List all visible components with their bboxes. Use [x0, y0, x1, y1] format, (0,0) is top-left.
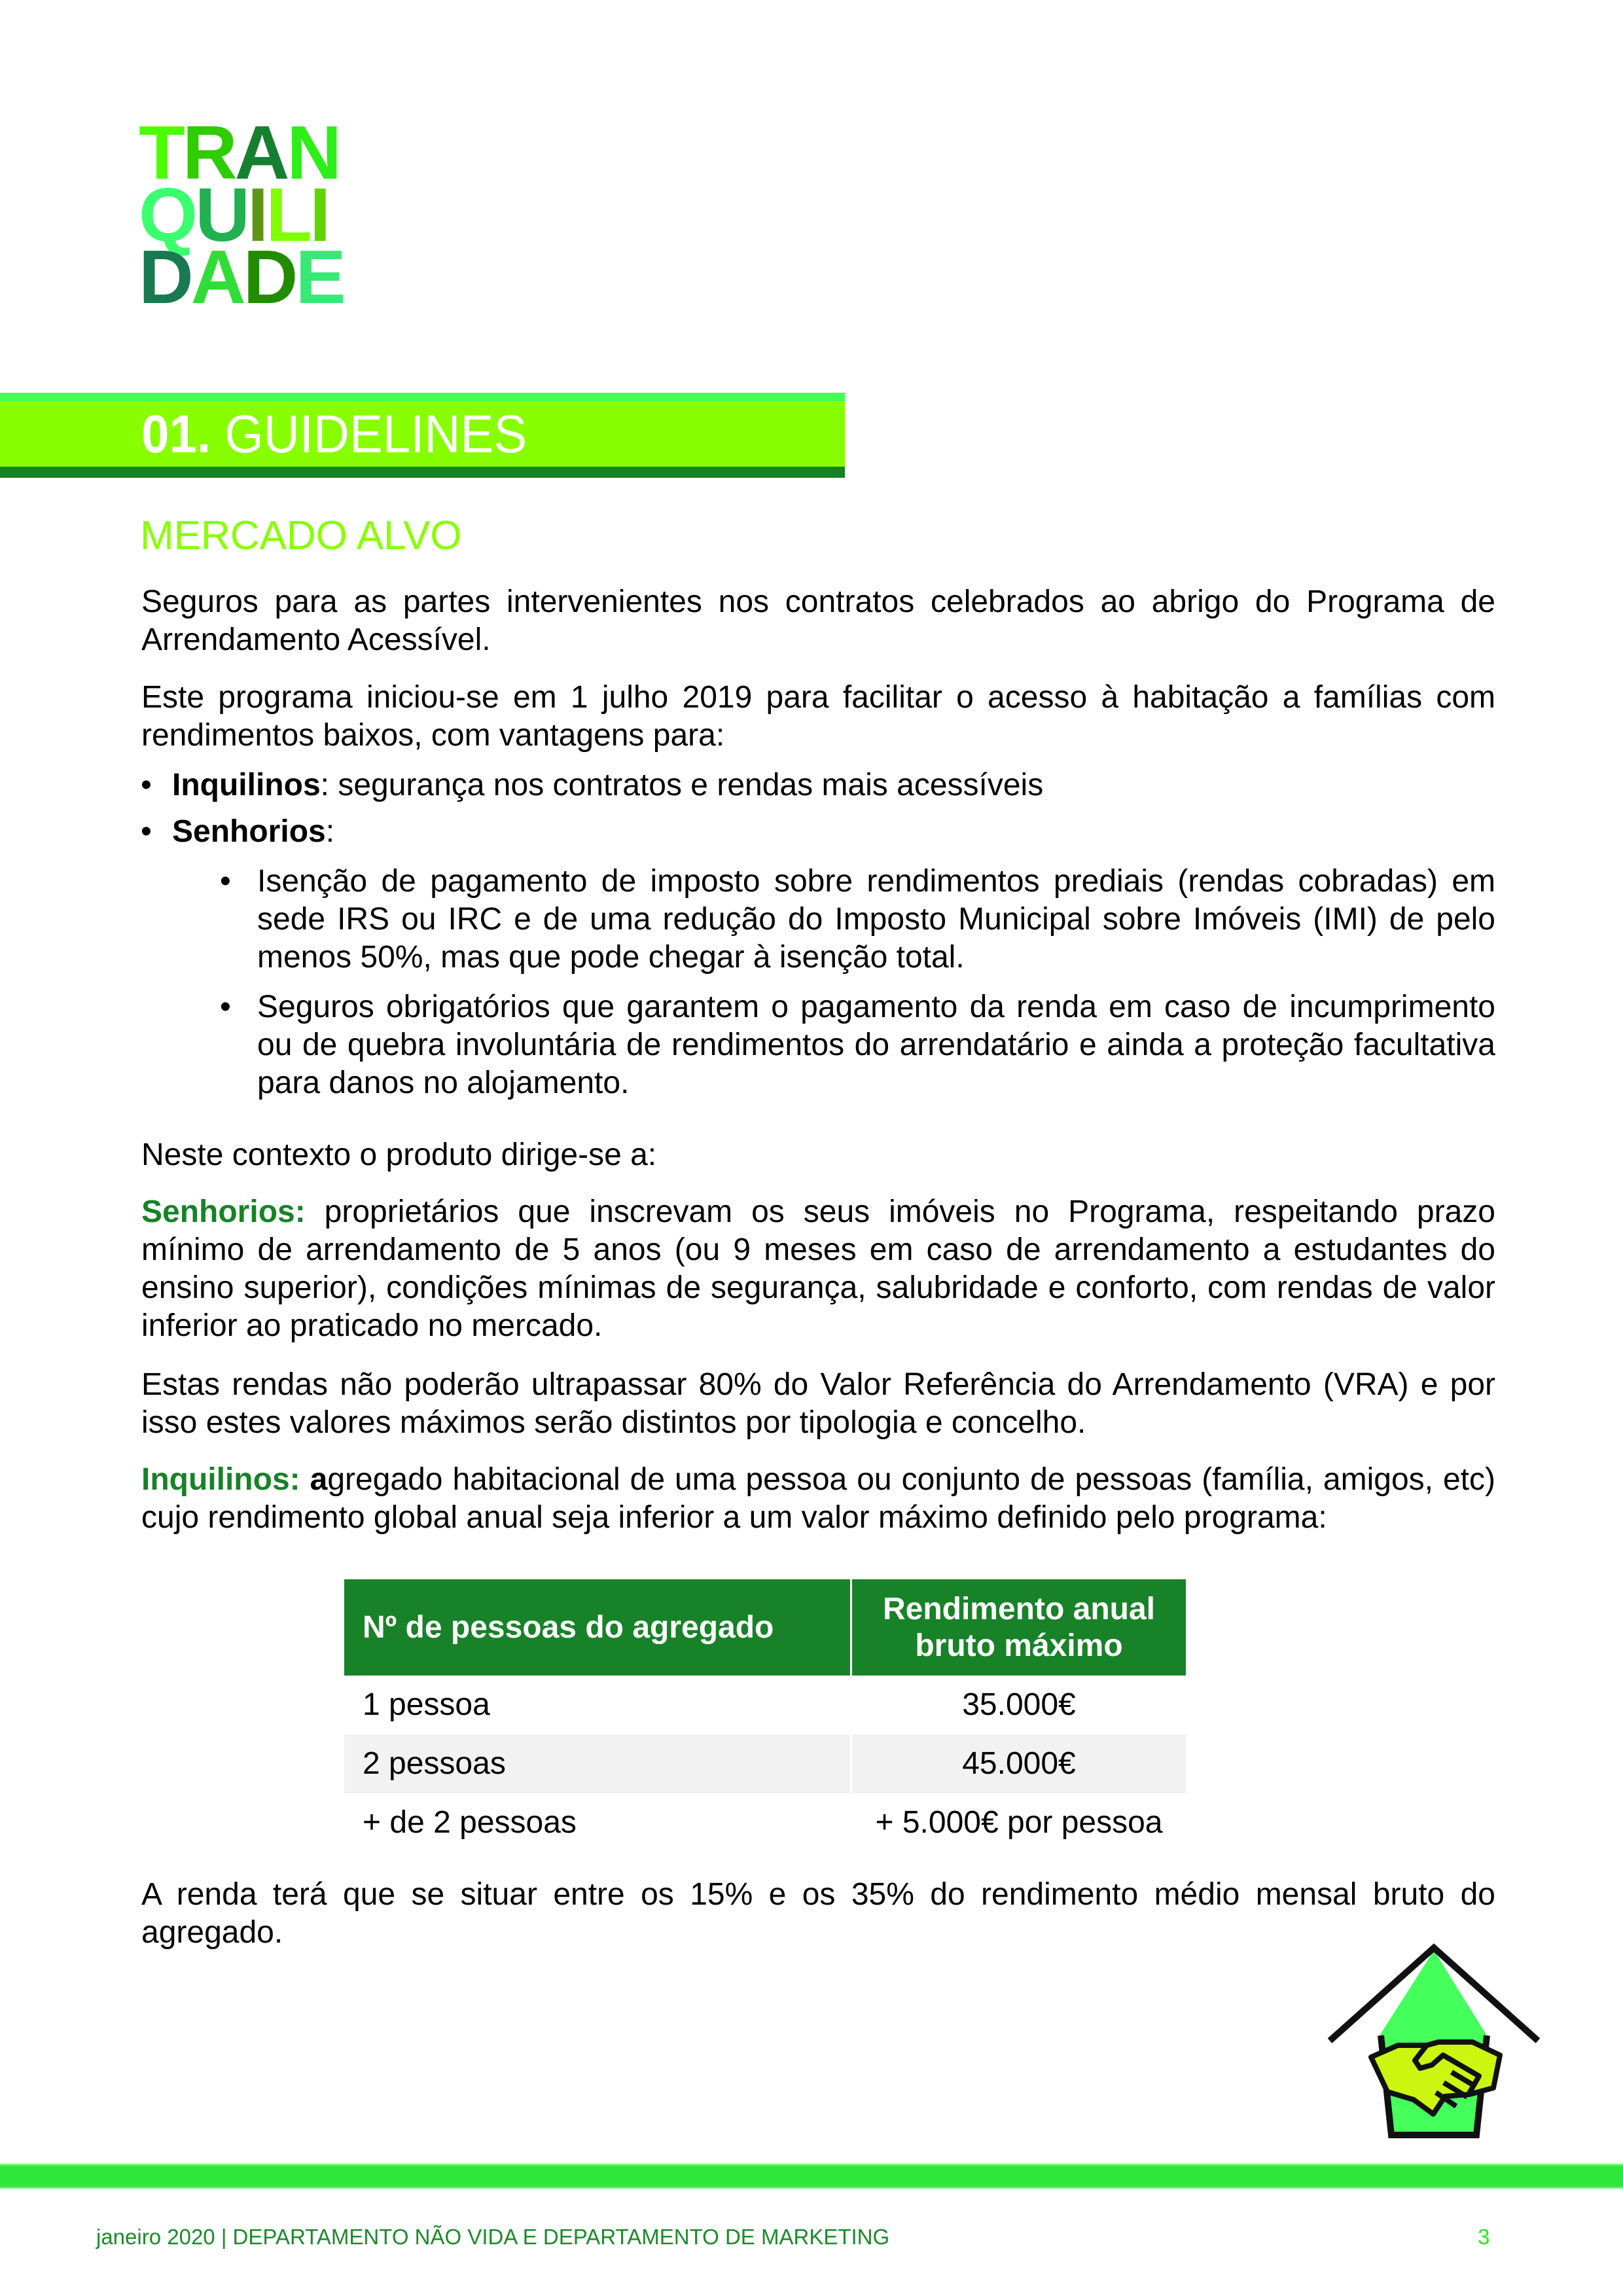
senhorios-text: proprietários que inscrevam os seus imóveis no Programa, respeitando prazo mínimo de arrendamento de 5 anos (ou 9 meses em caso de arrendamento a estudantes do ensino superior), condições mínimas de segurança, salubridade e conforto, com rendas de valor inferior ao praticado no mercado. — [141, 1194, 1495, 1343]
section-title-text: GUIDELINES — [224, 404, 527, 464]
inquilinos-text: gregado habitacional de uma pessoa ou conjunto de pessoas (família, amigos, etc) cujo rendimento global anual seja inferior a um valor máximo definido pelo programa: — [141, 1462, 1496, 1535]
table-row — [344, 1676, 1186, 1734]
subsection-heading: MERCADO ALVO — [140, 513, 462, 558]
closing-paragraph — [141, 1876, 1495, 1952]
closing-text: A renda terá que se situar entre os 15% e os 35% do rendimento médio mensal bruto do agregado. — [141, 1877, 1495, 1950]
inquilinos-label: Inquilinos: — [141, 1462, 300, 1497]
sub-bullet-dot: • — [220, 990, 231, 1024]
table-cell-income: 45.000€ — [852, 1734, 1186, 1793]
logo-letter: D — [139, 234, 191, 319]
table-cell-income: + 5.000€ por pessoa — [875, 1805, 1163, 1840]
tranquilidade-logo — [139, 110, 344, 319]
bullet-dot: • — [141, 768, 152, 802]
inquilinos-paragraph — [141, 1461, 1495, 1537]
logo-letter: E — [295, 234, 344, 319]
sub-bullet-isencao — [257, 863, 1495, 977]
context-text: Neste contexto o produto dirige-se a: — [141, 1138, 657, 1172]
table-cell-people: + de 2 pessoas — [363, 1805, 577, 1840]
logo-letter: U — [195, 172, 248, 257]
senhorios-label: Senhorios: — [141, 1194, 306, 1229]
logo-letter: Q — [139, 172, 196, 257]
program-text: Este programa iniciou-se em 1 julho 2019 para facilitar o acesso à habitação a famílias com rendimentos baixos, com vantagens para: — [141, 680, 1495, 753]
logo-letter: L — [266, 172, 310, 257]
sub-bullet-text: Isenção de pagamento de imposto sobre rendimentos prediais (rendas cobradas) em sede IRS ou IRC e de uma redução do Imposto Municipal sobre Imóveis (IMI) de pelo menos 50%, mas que pode chegar à isenção total. — [257, 864, 1495, 975]
table-row — [344, 1793, 1186, 1852]
table-cell-people: 2 pessoas — [344, 1734, 852, 1793]
bullet-text: : segurança nos contratos e rendas mais acessíveis — [320, 768, 1044, 802]
bullet-inquilinos — [172, 766, 1495, 804]
inquilinos-bold-lead: a — [300, 1462, 328, 1497]
table-cell-people: 1 pessoa — [363, 1687, 490, 1722]
table-header-people: Nº de pessoas do agregado — [344, 1579, 852, 1676]
header-bottom-stripe — [0, 467, 845, 478]
table-row — [344, 1734, 1186, 1793]
sub-bullet-seguros — [257, 988, 1495, 1102]
rendas-paragraph — [141, 1366, 1495, 1442]
footer-band — [0, 2164, 1623, 2189]
sub-bullet-dot: • — [220, 864, 231, 899]
house-handshake-icon — [1322, 1937, 1544, 2140]
intro-text: Seguros para as partes intervenientes nos contratos celebrados ao abrigo do Programa de Arrendamento Acessível. — [141, 584, 1495, 657]
logo-letter: R — [182, 110, 235, 195]
program-paragraph — [141, 679, 1495, 755]
bullet-text: : — [325, 814, 335, 849]
logo-letter: I — [310, 172, 329, 257]
page-number: 3 — [1478, 2225, 1490, 2249]
header-top-stripe — [0, 393, 845, 401]
senhorios-paragraph — [141, 1193, 1495, 1345]
logo-letter: A — [234, 110, 287, 195]
bullet-label: Inquilinos — [172, 768, 321, 802]
sub-bullet-text: Seguros obrigatórios que garantem o pagamento da renda em caso de incumprimento ou de quebra involuntária de rendimentos do arrendatário e ainda a proteção facultativa para danos no alojamento. — [257, 990, 1495, 1100]
context-paragraph — [141, 1136, 1495, 1174]
bullet-label: Senhorios — [172, 814, 326, 849]
logo-letter: I — [247, 172, 266, 257]
logo-letter: T — [139, 110, 183, 195]
table-header-row — [344, 1579, 1186, 1676]
rendas-text: Estas rendas não poderão ultrapassar 80% do Valor Referência do Arrendamento (VRA) e por isso estes valores máximos serão distintos por tipologia e concelho. — [141, 1367, 1495, 1440]
section-header-bar — [0, 393, 845, 478]
logo-letter: N — [287, 110, 340, 195]
section-title — [141, 404, 527, 465]
section-number: 01. — [141, 404, 211, 464]
income-limits-table — [344, 1579, 1186, 1852]
footer-text: janeiro 2020 | DEPARTAMENTO NÃO VIDA E DEPARTAMENTO DE MARKETING — [96, 2225, 890, 2249]
intro-paragraph — [141, 583, 1495, 659]
bullet-dot: • — [141, 814, 152, 849]
table-cell-income: 35.000€ — [962, 1687, 1076, 1722]
logo-letter: D — [243, 234, 296, 319]
logo-row-3 — [139, 234, 344, 319]
logo-letter: A — [190, 234, 243, 319]
bullet-senhorios — [172, 813, 1495, 851]
table-header-income: Rendimento anual bruto máximo — [852, 1579, 1186, 1676]
